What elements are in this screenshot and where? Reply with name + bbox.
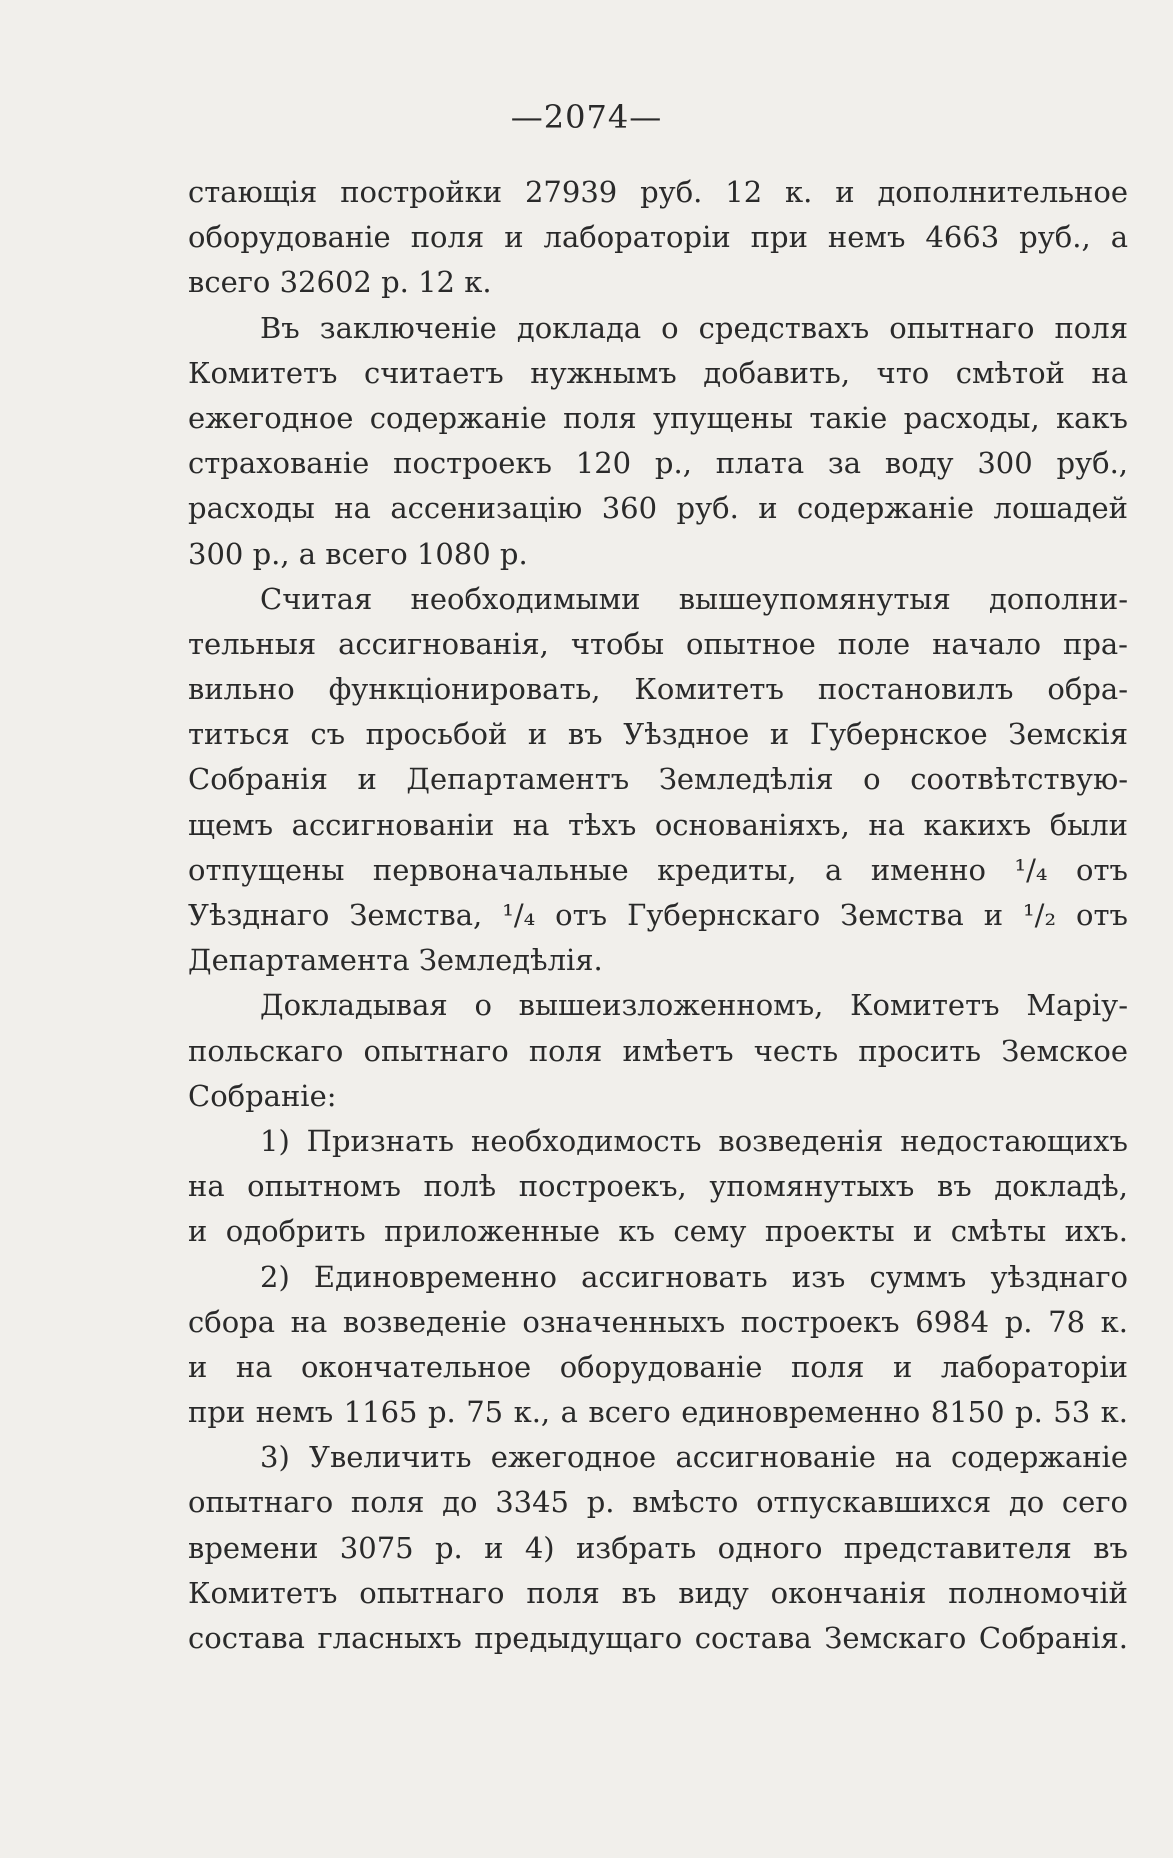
text-line: и одобрить приложенные къ сему проекты и смѣты ихъ. — [188, 1214, 1128, 1249]
paragraph — [188, 1435, 1128, 1661]
text-line: сбора на возведеніе означенныхъ построекъ 6984 р. 78 к. — [188, 1304, 1128, 1339]
text-line: состава гласныхъ предыдущаго состава Земскаго Собранія. — [188, 1621, 1128, 1655]
text-line: расходы на ассенизацію 360 руб. и содержаніе лошадей — [188, 491, 1128, 526]
text-line: Уѣзднаго Земства, ¹/₄ отъ Губернскаго Земства и ¹/₂ отъ — [188, 898, 1128, 932]
text-line: тельныя ассигнованія, чтобы опытное поле начало пра- — [188, 626, 1128, 661]
text-line: Въ заключеніе доклада о средствахъ опытнаго поля — [260, 310, 1128, 345]
paragraph — [188, 983, 1128, 1119]
text-line: всего 32602 р. 12 к. — [188, 265, 492, 300]
text-line: 300 р., а всего 1080 р. — [188, 536, 528, 571]
text-line: 2) Единовременно ассигновать изъ суммъ уѣзднаго — [260, 1259, 1128, 1294]
paragraph — [188, 1119, 1128, 1255]
text-line: при немъ 1165 р. 75 к., а всего единовременно 8150 р. 53 к. — [188, 1395, 1128, 1430]
text-line: 3) Увеличить ежегодное ассигнованіе на содержаніе — [260, 1440, 1128, 1475]
text-line: Собранія и Департаментъ Земледѣлія о соотвѣтствую- — [188, 762, 1128, 797]
text-line: отпущены первоначальные кредиты, а именно ¹/₄ отъ — [188, 852, 1128, 887]
text-line: оборудованіе поля и лабораторіи при немъ 4663 руб., а — [188, 220, 1128, 255]
text-line: Департамента Земледѣлія. — [188, 943, 603, 978]
text-line: на опытномъ полѣ построекъ, упомянутыхъ въ докладѣ, — [188, 1169, 1128, 1204]
text-line: Считая необходимыми вышеупомянутыя дополни- — [260, 581, 1128, 616]
paragraph — [188, 306, 1128, 577]
text-line: Комитетъ опытнаго поля въ виду окончанія полномочій — [188, 1575, 1128, 1610]
document-body — [188, 170, 1128, 1661]
text-line: страхованіе построекъ 120 р., плата за воду 300 руб., — [188, 446, 1128, 481]
text-line: стающія постройки 27939 руб. 12 к. и дополнительное — [188, 175, 1128, 209]
text-line: 1) Признать необходимость возведенія недостающихъ — [260, 1123, 1128, 1158]
text-line: Докладывая о вышеизложенномъ, Комитетъ Маріу- — [260, 988, 1128, 1023]
text-line: щемъ ассигнованіи на тѣхъ основаніяхъ, на какихъ были — [188, 807, 1128, 842]
text-line: Комитетъ считаетъ нужнымъ добавить, что смѣтой на — [188, 355, 1128, 390]
text-line: и на окончательное оборудованіе поля и лабораторіи — [188, 1349, 1128, 1384]
paragraph — [188, 577, 1128, 984]
text-line: вильно функціонировать, Комитетъ постановилъ обра- — [188, 672, 1128, 707]
paragraph — [188, 170, 1128, 306]
text-line: времени 3075 р. и 4) избрать одного представителя въ — [188, 1530, 1128, 1565]
text-line: титься съ просьбой и въ Уѣздное и Губернское Земскія — [188, 717, 1128, 752]
page-number: —2074— — [510, 98, 663, 136]
text-line: ежегодное содержаніе поля упущены такіе расходы, какъ — [188, 400, 1128, 435]
paragraph — [188, 1255, 1128, 1436]
text-line: опытнаго поля до 3345 р. вмѣсто отпускавшихся до сего — [188, 1485, 1128, 1520]
text-line: польскаго опытнаго поля имѣетъ честь просить Земское — [188, 1033, 1128, 1068]
text-line: Собраніе: — [188, 1078, 337, 1113]
